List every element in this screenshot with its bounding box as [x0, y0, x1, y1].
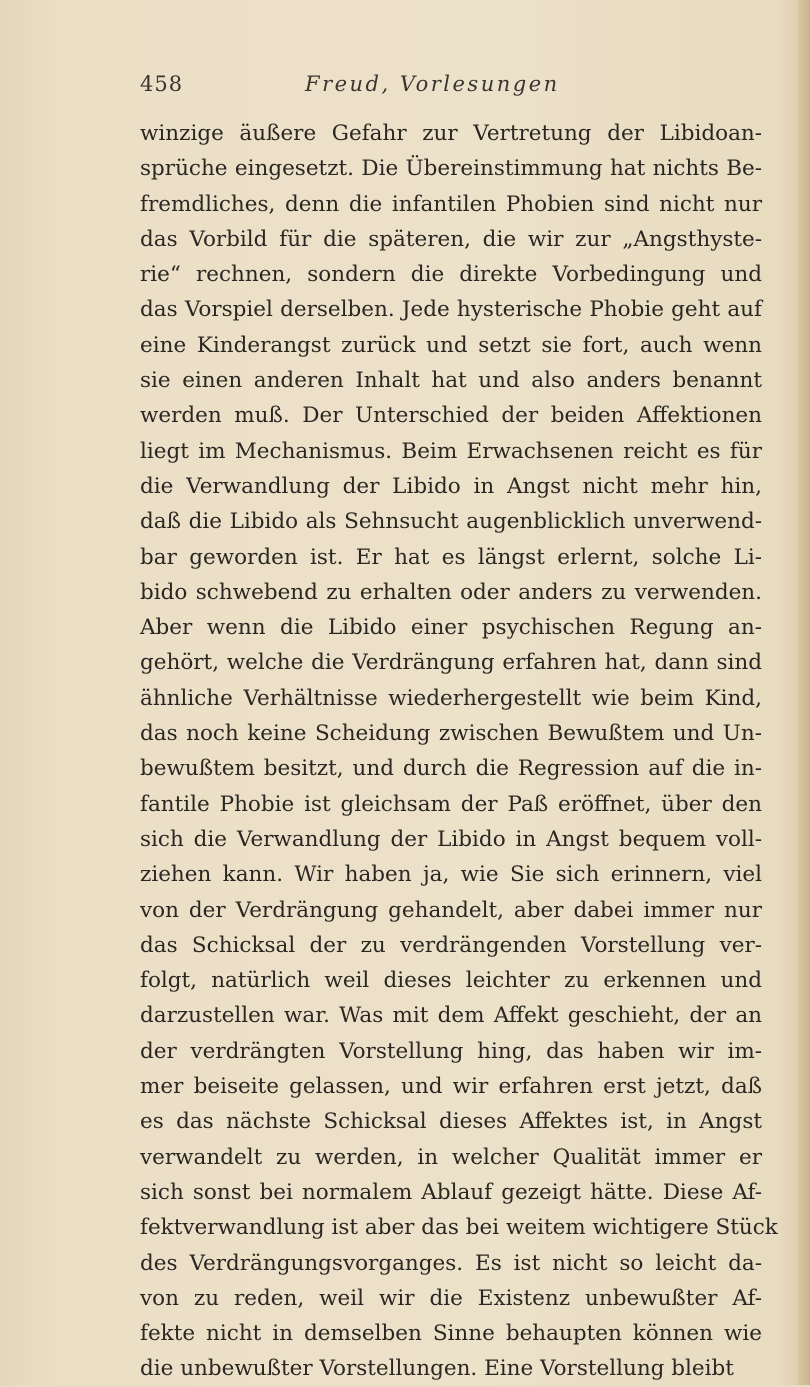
- text-line: rie“ rechnen, sondern die direkte Vorbedingung und: [140, 262, 762, 288]
- text-line: fekte nicht in demselben Sinne behaupten können wie: [140, 1321, 762, 1347]
- text-line: bar geworden ist. Er hat es längst erlernt, solche Li-: [140, 544, 762, 570]
- text-line: mer beiseite gelassen, und wir erfahren erst jetzt, daß: [140, 1074, 762, 1100]
- text-line: das Vorspiel derselben. Jede hysterische Phobie geht auf: [140, 297, 762, 323]
- text-line: das Schicksal der zu verdrängenden Vorstellung ver-: [140, 932, 762, 958]
- text-line: daß die Libido als Sehnsucht augenblicklich unverwend-: [140, 509, 762, 535]
- text-line: der verdrängten Vorstellung hing, das haben wir im-: [140, 1038, 762, 1064]
- text-line: fantile Phobie ist gleichsam der Paß eröffnet, über den: [140, 791, 762, 817]
- page-number: 458: [140, 72, 184, 96]
- text-line: eine Kinderangst zurück und setzt sie fort, auch wenn: [140, 332, 762, 358]
- text-line: von zu reden, weil wir die Existenz unbewußter Af-: [140, 1285, 762, 1311]
- text-line: gehört, welche die Verdrängung erfahren hat, dann sind: [140, 650, 762, 676]
- text-line: folgt, natürlich weil dieses leichter zu erkennen und: [140, 968, 762, 994]
- text-line: von der Verdrängung gehandelt, aber dabei immer nur: [140, 897, 762, 923]
- text-line: fremdliches, denn die infantilen Phobien sind nicht nur: [140, 191, 762, 217]
- text-line: darzustellen war. Was mit dem Affekt geschieht, der an: [140, 1003, 762, 1029]
- text-line: verwandelt zu werden, in welcher Qualität immer er: [140, 1144, 762, 1170]
- text-line: liegt im Mechanismus. Beim Erwachsenen reicht es für: [140, 438, 762, 464]
- text-line: ähnliche Verhältnisse wiederhergestellt wie beim Kind,: [140, 685, 762, 711]
- text-line: bewußtem besitzt, und durch die Regression auf die in-: [140, 756, 762, 782]
- text-line: das Vorbild für die späteren, die wir zur „Angsthyste-: [140, 226, 762, 252]
- body-text: [140, 116, 778, 1387]
- text-line: bido schwebend zu erhalten oder anders zu verwenden.: [140, 579, 762, 605]
- text-line: sie einen anderen Inhalt hat und also anders benannt: [140, 368, 762, 394]
- text-line: werden muß. Der Unterschied der beiden Affektionen: [140, 403, 762, 429]
- text-line: sprüche eingesetzt. Die Übereinstimmung hat nichts Be-: [140, 156, 762, 182]
- text-line: Aber wenn die Libido einer psychischen Regung an-: [140, 615, 762, 641]
- page-header: [0, 72, 810, 104]
- text-line: sich sonst bei normalem Ablauf gezeigt hätte. Diese Af-: [140, 1179, 762, 1205]
- text-line: die Verwandlung der Libido in Angst nicht mehr hin,: [140, 473, 762, 499]
- text-line: ziehen kann. Wir haben ja, wie Sie sich erinnern, viel: [140, 862, 762, 888]
- text-line: des Verdrängungsvorganges. Es ist nicht so leicht da-: [140, 1250, 762, 1276]
- text-line: die unbewußter Vorstellungen. Eine Vorstellung bleibt: [140, 1356, 734, 1382]
- text-line: winzige äußere Gefahr zur Vertretung der Libidoan-: [140, 121, 762, 146]
- page-edge: [798, 0, 810, 1385]
- text-line: das noch keine Scheidung zwischen Bewußtem und Un-: [140, 721, 762, 747]
- text-line: es das nächste Schicksal dieses Affektes ist, in Angst: [140, 1109, 762, 1135]
- text-line: sich die Verwandlung der Libido in Angst bequem voll-: [140, 826, 762, 852]
- text-line: fektverwandlung ist aber das bei weitem wichtigere Stück: [140, 1215, 778, 1241]
- running-head: Freud, Vorlesungen: [305, 72, 560, 96]
